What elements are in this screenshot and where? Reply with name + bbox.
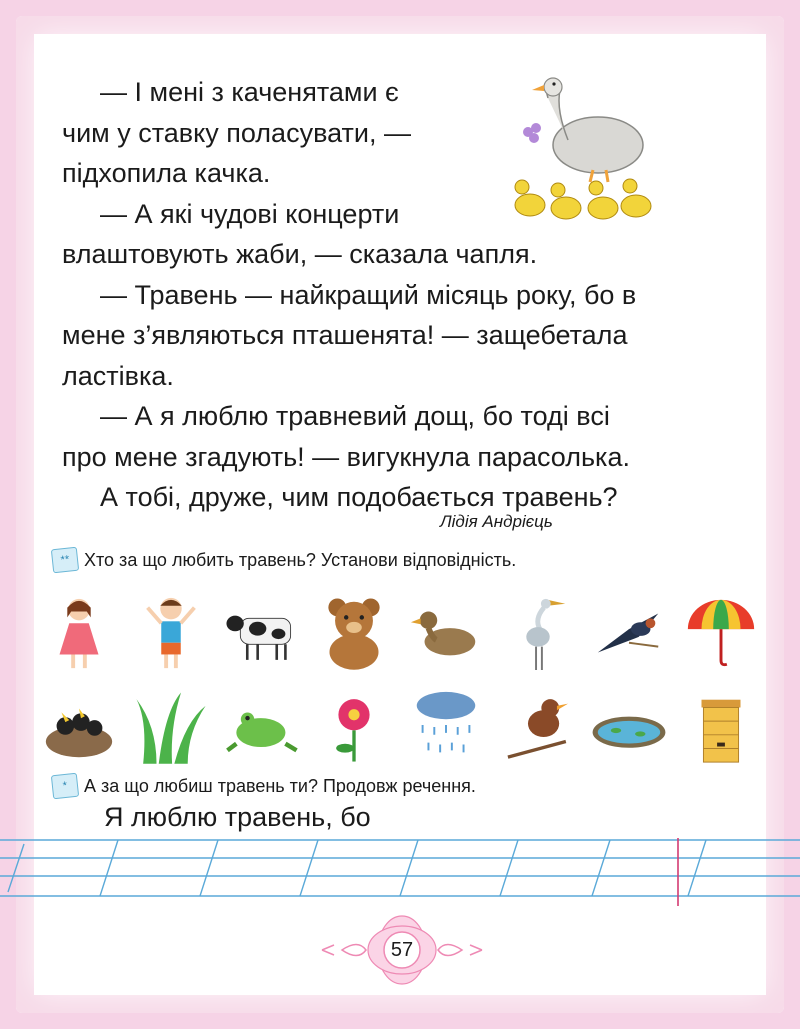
- bear-icon: [315, 594, 393, 672]
- girl-icon: [40, 594, 118, 672]
- task-2-text: А за що любиш травень ти? Продовж речення.: [84, 775, 476, 796]
- page-number: 57: [390, 938, 414, 961]
- flower-icon: [315, 688, 393, 766]
- story-line: — А я люблю травневий дощ, бо тоді всі: [100, 401, 610, 431]
- author-name: Лідія Андрієць: [440, 512, 553, 531]
- story-line: — І мені з каченятами є: [100, 77, 399, 107]
- task-1-text: Хто за що любить травень? Установи відповідність.: [84, 549, 517, 570]
- story-line: чим у ставку поласувати, —: [62, 117, 411, 148]
- story-line: — А які чудові концерти: [100, 198, 400, 229]
- writing-lines[interactable]: [0, 830, 800, 910]
- task-badge-icon: *: [51, 773, 79, 800]
- grass-icon: [132, 688, 210, 766]
- frog-icon: [223, 688, 301, 766]
- duck-icon: [407, 594, 485, 672]
- answer-prompt: Я люблю травень, бо: [104, 802, 371, 832]
- swallow-icon: [590, 594, 668, 672]
- cow-icon: [223, 594, 301, 672]
- heron-icon: [499, 594, 577, 672]
- task-1: [52, 548, 516, 572]
- page-number-holder: [302, 905, 502, 995]
- picture-row-1: [40, 586, 760, 672]
- umbrella-icon: [682, 594, 760, 672]
- beehive-icon: [682, 688, 760, 766]
- story-text: [62, 72, 722, 518]
- story-line: ластівка.: [62, 360, 174, 391]
- story-line: підхопила качка.: [62, 158, 271, 188]
- nest-icon: [40, 688, 118, 766]
- story-line: про мене згадують! — вигукнула парасолька.: [62, 441, 630, 472]
- bird-icon: [499, 688, 577, 766]
- rain-cloud-icon: [407, 688, 485, 766]
- picture-row-2: [40, 688, 760, 766]
- boy-icon: [132, 594, 210, 672]
- story-line: — Травень — найкращий місяць року, бо в: [100, 279, 637, 310]
- task-2: [52, 774, 476, 798]
- task-badge-icon: **: [51, 547, 79, 574]
- story-line: влаштовують жаби, — сказала чапля.: [62, 239, 538, 269]
- story-line: А тобі, друже, чим подобається травень?: [100, 482, 618, 512]
- story-line: мене з’являються пташенята! — защебетала: [62, 320, 628, 350]
- pond-icon: [590, 688, 668, 766]
